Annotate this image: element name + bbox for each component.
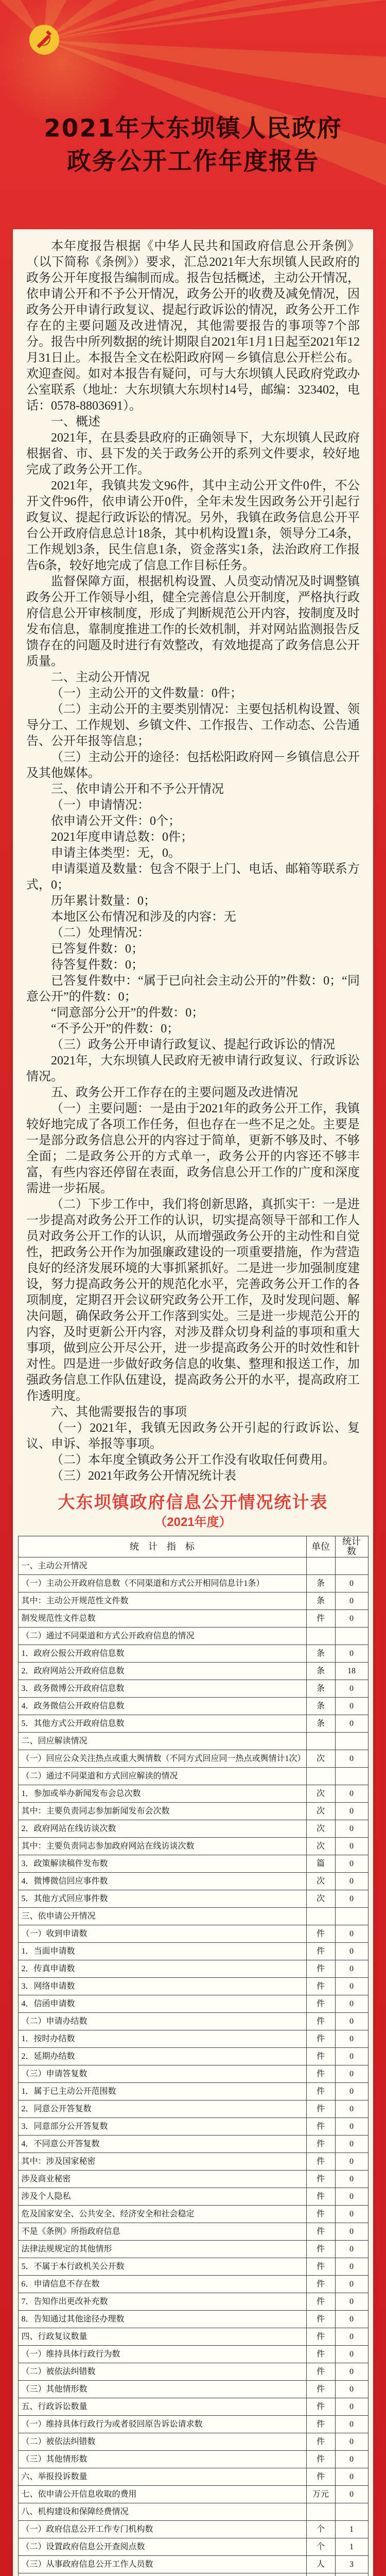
value-cell	[335, 1557, 368, 1575]
value-cell	[335, 1768, 368, 1785]
value-cell	[335, 1628, 368, 1645]
unit-cell: 次	[306, 1838, 335, 1855]
table-row	[18, 2503, 368, 2521]
value-cell: 0	[335, 1943, 368, 1960]
value-cell: 0	[335, 2013, 368, 2030]
unit-cell: 件	[306, 2241, 335, 2258]
report-paragraph: （三）2021年政务公开情况统计表	[51, 1469, 236, 1483]
unit-cell: 件	[306, 2013, 335, 2030]
value-cell: 0	[335, 1890, 368, 1908]
value-cell: 18	[335, 1663, 368, 1680]
indicator-cell: 七、依申请公开信息收取的费用	[18, 2486, 306, 2503]
indicator-cell: 5．不属于本行政机关公开数	[18, 2258, 306, 2276]
value-cell: 0	[335, 2416, 368, 2433]
table-row	[18, 1890, 368, 1908]
unit-cell	[306, 1557, 335, 1575]
unit-cell: 件	[306, 2398, 335, 2416]
table-row	[18, 1960, 368, 1978]
value-cell: 0	[335, 2398, 368, 2416]
report-paragraph: （二）处理情况：	[51, 926, 150, 940]
indicator-cell: 4．政务微信公开政府信息数	[18, 1698, 306, 1715]
report-paragraph: 本年度报告根据《中华人民共和国政府信息公开条例》（以下简称《条例》）要求，汇总2021年大东坝镇人民政府的政务公开年度报告编制而成。报告包括概述，主动公开情况，依申请公开和不予公开情况，政务公开的收费及减免情况，因政务公开申请行政复议、提起行政诉讼的情况，政务公开工作存在的主要问题及改进情况，其他需要报告的事项等7个部分。报告中所列数据的统计期限自2021年1月1日起至2021年12月31日止。本报告全文在松阳政府网－乡镇信息公开栏公布。欢迎查阅。如对本报告有疑问，可与大东坝镇人民政府党政办公室联系（地址：大东坝镇大东坝村14号，邮编：323402，电话：0578-8803691）。	[26, 240, 360, 413]
unit-cell: 件	[306, 2188, 335, 2206]
table-row	[18, 1995, 368, 2013]
table-row	[18, 1820, 368, 1838]
table-row	[18, 2171, 368, 2188]
report-paragraph: （一）2021年，我镇无因政务公开引起的行政诉讼、复议、申诉、举报等事项。	[26, 1421, 360, 1451]
indicator-cell: （三）其他情形数	[18, 2381, 306, 2398]
value-cell: 0	[335, 2188, 368, 2206]
unit-cell: 个	[306, 2521, 335, 2538]
table-row	[18, 2013, 368, 2030]
value-cell: 0	[335, 1750, 368, 1768]
value-cell: 0	[335, 2433, 368, 2451]
unit-cell: 条	[306, 1645, 335, 1663]
indicator-cell: 2．传真申请数	[18, 1960, 306, 1978]
indicator-cell: 6．申请信息不存在数	[18, 2276, 306, 2293]
value-cell: 0	[335, 1698, 368, 1715]
report-paragraph: 依申请公开文件：0个；	[51, 815, 181, 828]
table-row	[18, 1592, 368, 1610]
indicator-cell: 不是《条例》所指政府信息	[18, 2223, 306, 2241]
indicator-cell: 3．同意部分公开答复数	[18, 2118, 306, 2136]
indicator-cell: （三）从事政府信息公开工作人员数	[18, 2556, 306, 2573]
value-cell: 0	[335, 2258, 368, 2276]
table-row	[18, 2416, 368, 2433]
value-cell: 0	[335, 1925, 368, 1943]
value-cell: 0	[335, 2486, 368, 2503]
unit-cell: 个	[306, 2538, 335, 2556]
table-row	[18, 2381, 368, 2398]
report-header	[0, 0, 386, 229]
value-cell: 0	[335, 1785, 368, 1803]
report-paragraph: 本地区公布情况和涉及的内容：无	[51, 910, 236, 924]
unit-cell: 件	[306, 2258, 335, 2276]
value-cell	[335, 1908, 368, 1925]
unit-cell: 条	[306, 1698, 335, 1715]
table-header-row	[18, 1536, 368, 1557]
unit-cell: 件	[306, 2311, 335, 2328]
table-row	[18, 2451, 368, 2468]
value-cell: 0	[335, 1803, 368, 1820]
indicator-cell: 四、行政复议数量	[18, 2328, 306, 2346]
table-row	[18, 2521, 368, 2538]
indicator-cell: （一）回应公众关注热点或重大舆情数（不同方式回应同一热点或舆情计1次）	[18, 1750, 306, 1768]
report-paragraph: （一）申请情况：	[51, 799, 150, 812]
value-cell: 0	[335, 2346, 368, 2363]
table-row	[18, 1698, 368, 1715]
value-cell: 0	[335, 1855, 368, 1873]
indicator-cell: 涉及商业秘密	[18, 2171, 306, 2188]
value-cell: 0	[335, 2206, 368, 2223]
report-paragraph: （二）本年度全镇政务公开工作没有收取任何费用。	[51, 1453, 335, 1467]
statistics-table	[18, 1536, 369, 2576]
unit-cell	[306, 1628, 335, 1645]
table-title: 大东坝镇政府信息公开情况统计表	[58, 1493, 328, 1512]
indicator-cell: 一、主动公开情况	[18, 1557, 306, 1575]
table-row	[18, 1575, 368, 1592]
table-row	[18, 2328, 368, 2346]
unit-cell: 次	[306, 1890, 335, 1908]
table-row	[18, 2188, 368, 2206]
value-cell: 0	[335, 1575, 368, 1592]
table-row	[18, 2153, 368, 2171]
unit-cell: 件	[306, 2030, 335, 2048]
indicator-cell: （一）收到申请数	[18, 1925, 306, 1943]
table-row	[18, 2468, 368, 2486]
indicator-cell: 其中：主动公开规范性文件数	[18, 1592, 306, 1610]
table-row	[18, 2118, 368, 2136]
unit-cell: 件	[306, 1925, 335, 1943]
table-row	[18, 2048, 368, 2065]
table-row	[18, 2433, 368, 2451]
value-cell: 0	[335, 2083, 368, 2100]
unit-cell	[306, 2503, 335, 2521]
indicator-cell: （二）设置政府信息公开查阅点数	[18, 2538, 306, 2556]
party-emblem-icon	[28, 24, 60, 56]
indicator-cell: （一）主动公开政府信息数（不同渠道和方式公开相同信息计1条）	[18, 1575, 306, 1592]
unit-cell: 次	[306, 1750, 335, 1768]
unit-cell	[306, 1908, 335, 1925]
value-cell: 0	[335, 1645, 368, 1663]
indicator-cell: 其中：主要负责同志参加政府网站在线访谈次数	[18, 1838, 306, 1855]
value-cell: 3	[335, 2556, 368, 2573]
header-indicator: 统 计 指 标	[18, 1536, 306, 1557]
unit-cell: 条	[306, 1680, 335, 1698]
report-paragraph: （一）主要问题：一是由于2021年的政务公开工作，我镇较好地完成了各项工作任务，但也存在一些不足之处。主要是一是部分政务信息公开的内容过于简单，更新不够及时、不够全面；二是政务公开的方式单一，政务公开的内容还不够丰富，有些内容还停留在表面，政务信息公开工作的广度和深度需进一步拓展。	[26, 1102, 360, 1195]
value-cell: 0	[335, 2311, 368, 2328]
value-cell: 0	[335, 1680, 368, 1698]
header-unit: 单位	[306, 1536, 335, 1557]
table-row	[18, 2363, 368, 2381]
indicator-cell: 1．参加或举办新闻发布会总次数	[18, 1785, 306, 1803]
report-paragraph: 2021年，我镇共发文96件，其中主动公开文件0件，不公开文件96件，依申请公开0件，全年未发生因政务公开引起行政复议、提起行政诉讼的情况。另外，我镇在政务信息公开平台公开政府信息总计18条，其中机构设置1条，领导分工4条，工作规划3条，民生信息1条，资金落实1条，法治政府工作报告6条，较好地完成了信息工作目标任务。	[26, 479, 360, 572]
unit-cell: 件	[306, 2136, 335, 2153]
table-subtitle: （2021年度）	[154, 1515, 232, 1529]
value-cell: 0	[335, 2363, 368, 2381]
unit-cell: 次	[306, 1785, 335, 1803]
title-line-2: 政务公开工作年度报告	[67, 147, 319, 176]
report-paragraph: 监督保障方面，根据机构设置、人员变动情况及时调整镇政务公开工作领导小组，健全完善信息公开制度，严格执行政府信息公开审核制度，形成了判断规范公开内容，按制度及时发布信息，靠制度推进工作的长效机制，并对网站监测报告反馈存在的问题及时进行有效整改，有效地提高了政务信息公开质量。	[26, 575, 360, 668]
unit-cell: 件	[306, 2416, 335, 2433]
indicator-cell: 法律法规规定的其他情形	[18, 2241, 306, 2258]
value-cell	[335, 2573, 368, 2576]
table-row	[18, 2538, 368, 2556]
report-paragraph: 申请渠道及数量：包含不限于上门、电话、邮箱等联系方式，0；	[26, 862, 360, 892]
indicator-cell: （一）政府信息公开工作专门机构数	[18, 2521, 306, 2538]
value-cell: 0	[335, 1960, 368, 1978]
table-row	[18, 1925, 368, 1943]
value-cell: 0	[335, 2136, 368, 2153]
table-row	[18, 1873, 368, 1890]
report-paragraph: 五、政务公开工作存在的主要问题及改进情况	[51, 1086, 298, 1099]
header-value: 统计数	[335, 1536, 368, 1557]
unit-cell: 万元	[306, 2486, 335, 2503]
unit-cell: 条	[306, 1592, 335, 1610]
unit-cell: 条	[306, 1575, 335, 1592]
report-paragraph: 一、概述	[51, 415, 100, 429]
unit-cell: 次	[306, 1873, 335, 1890]
table-row	[18, 2398, 368, 2416]
unit-cell: 件	[306, 2381, 335, 2398]
unit-cell: 次	[306, 1820, 335, 1838]
indicator-cell: 5．其他方式回应事件数	[18, 1890, 306, 1908]
indicator-cell: 2．政府网站公开政府信息数	[18, 1663, 306, 1680]
report-paragraph: 已答复件数中：“属于已向社会主动公开的”件数：0；“同意公开”的件数：0；	[26, 974, 360, 1004]
unit-cell: 件	[306, 2171, 335, 2188]
report-paragraph: 六、其他需要报告的事项	[51, 1405, 187, 1419]
indicator-cell: 7．告知作出更改补充数	[18, 2293, 306, 2311]
indicator-cell: 4．微博微信回应事件数	[18, 1873, 306, 1890]
unit-cell: 件	[306, 2328, 335, 2346]
unit-cell: 件	[306, 2468, 335, 2486]
indicator-cell: （三）申请答复数	[18, 2065, 306, 2083]
unit-cell	[306, 1768, 335, 1785]
table-row	[18, 2346, 368, 2363]
unit-cell: 人	[306, 2556, 335, 2573]
unit-cell: 件	[306, 1610, 335, 1628]
indicator-cell: 4．不同意公开答复数	[18, 2136, 306, 2153]
indicator-cell: 1．按时办结数	[18, 2030, 306, 2048]
indicator-cell: （二）通过不同渠道和方式回应解读的情况	[18, 1768, 306, 1785]
value-cell	[335, 2503, 368, 2521]
report-paragraph: （三）主动公开的途径：包括松阳政府网－乡镇信息公开及其他媒体。	[26, 751, 360, 780]
unit-cell: 件	[306, 2363, 335, 2381]
statistics-table-section	[13, 1487, 373, 2576]
value-cell: 0	[335, 2328, 368, 2346]
unit-cell: 件	[306, 1943, 335, 1960]
title-line-1: 2021年大东坝镇人民政府	[44, 114, 342, 143]
value-cell: 1	[335, 2521, 368, 2538]
report-paragraph: “同意部分公开”的件数：0；	[51, 1006, 204, 1020]
table-row	[18, 2258, 368, 2276]
table-row	[18, 2136, 368, 2153]
value-cell	[335, 1733, 368, 1750]
value-cell: 0	[335, 1715, 368, 1733]
indicator-cell	[18, 2573, 306, 2576]
unit-cell: 件	[306, 2293, 335, 2311]
indicator-cell: 3．网络申请数	[18, 1978, 306, 1995]
table-row	[18, 2206, 368, 2223]
indicator-cell: 五、行政诉讼数量	[18, 2398, 306, 2416]
report-paragraph: （二）下步工作中，我们将创新思路，真抓实干：一是进一步提高对政务公开工作的认识，切实提高领导干部和工作人员对政务公开工作的认识，从而增强政务公开的主动性和自觉性，把政务公开作为加强廉政建设的一项重要措施，作为营造良好的经济发展环境的大事抓紧抓好。二是进一步加强制度建设，努力提高政务公开的规范化水平，完善政务公开工作的各项制度，定期召开会议研究政务公开工作，及时发现问题、解决问题，确保政务公开工作落到实处。三是进一步规范公开的内容，及时更新公开内容，对涉及群众切身利益的事项和重大事项，做到应公开尽公开，进一步提高政务公开的时效性和针对性。四是进一步做好政务信息的收集、整理和报送工作，加强政务信息工作队伍建设，提高政务公开的水平，提高政府工作透明度。	[26, 1198, 360, 1403]
report-paragraph: 历年累计数量：0；	[51, 894, 156, 908]
indicator-cell: 5．其他方式公开政府信息数	[18, 1715, 306, 1733]
report-paragraph: （一）主动公开的文件数量：0件；	[51, 687, 242, 700]
indicator-cell: 其中：主要负责同志参加新闻发布会次数	[18, 1803, 306, 1820]
report-title	[0, 112, 386, 178]
report-paragraph: 待答复件数：0；	[51, 958, 144, 972]
table-row	[18, 1908, 368, 1925]
value-cell: 0	[335, 1838, 368, 1855]
indicator-cell: 制发规范性文件总数	[18, 1610, 306, 1628]
value-cell: 0	[335, 2381, 368, 2398]
table-row	[18, 1978, 368, 1995]
table-row	[18, 2100, 368, 2118]
table-row	[18, 2241, 368, 2258]
value-cell: 0	[335, 2048, 368, 2065]
value-cell: 0	[335, 1592, 368, 1610]
table-row	[18, 1785, 368, 1803]
value-cell: 0	[335, 2293, 368, 2311]
indicator-cell: 1．当面申请数	[18, 1943, 306, 1960]
table-row	[18, 2083, 368, 2100]
table-row	[18, 1645, 368, 1663]
indicator-cell: 危及国家安全、公共安全、经济安全和社会稳定	[18, 2206, 306, 2223]
table-row	[18, 2276, 368, 2293]
report-paragraph: （三）政务公开申请行政复议、提起行政诉讼的情况	[51, 1038, 335, 1052]
unit-cell	[306, 1733, 335, 1750]
indicator-cell: 涉及个人隐私	[18, 2188, 306, 2206]
unit-cell: 件	[306, 2048, 335, 2065]
unit-cell: 件	[306, 2065, 335, 2083]
value-cell: 0	[335, 1873, 368, 1890]
value-cell: 0	[335, 2223, 368, 2241]
indicator-cell: 2．延期办结数	[18, 2048, 306, 2065]
unit-cell: 件	[306, 2433, 335, 2451]
unit-cell: 件	[306, 2100, 335, 2118]
table-row	[18, 2556, 368, 2573]
table-row	[18, 1680, 368, 1698]
indicator-cell: 2．政府网站在线访谈次数	[18, 1820, 306, 1838]
indicator-cell: （二）申请办结数	[18, 2013, 306, 2030]
indicator-cell: 3．政务微博公开政府信息数	[18, 1680, 306, 1698]
indicator-cell: 1．政府公报公开政府信息数	[18, 1645, 306, 1663]
report-paragraph: 2021年，大东坝镇人民政府无被申请行政复议、行政诉讼情况。	[26, 1054, 360, 1083]
report-paragraph: 已答复件数：0；	[51, 942, 144, 956]
table-row	[18, 1663, 368, 1680]
table-row	[18, 1768, 368, 1785]
unit-cell: 件	[306, 2346, 335, 2363]
indicator-cell: 3．政策解读稿件发布数	[18, 1855, 306, 1873]
unit-cell: 次	[306, 1803, 335, 1820]
indicator-cell: （二）被依法纠错数	[18, 2363, 306, 2381]
table-row	[18, 1855, 368, 1873]
value-cell: 0	[335, 2100, 368, 2118]
indicator-cell: 2．同意公开答复数	[18, 2100, 306, 2118]
indicator-cell: 三、依申请公开情况	[18, 1908, 306, 1925]
table-row	[18, 2486, 368, 2503]
unit-cell: 件	[306, 2223, 335, 2241]
report-paragraph: 申请主体类型：无，0。	[51, 846, 181, 860]
value-cell: 0	[335, 2276, 368, 2293]
unit-cell: 条	[306, 1663, 335, 1680]
indicator-cell: 1．属于已主动公开范围数	[18, 2083, 306, 2100]
indicator-cell: 8．告知通过其他途径办理数	[18, 2311, 306, 2328]
value-cell: 0	[335, 2118, 368, 2136]
table-row	[18, 1943, 368, 1960]
report-body	[13, 229, 373, 2576]
value-cell: 0	[335, 2153, 368, 2171]
table-row	[18, 1750, 368, 1768]
indicator-cell: （一）维持具体行政行为数	[18, 2346, 306, 2363]
value-cell: 0	[335, 2171, 368, 2188]
value-cell: 0	[335, 2030, 368, 2048]
report-text	[13, 229, 373, 1487]
unit-cell	[306, 2573, 335, 2576]
indicator-cell: （二）通过不同渠道和方式公开政府信息的情况	[18, 1628, 306, 1645]
indicator-cell: 4．信函申请数	[18, 1995, 306, 2013]
report-paragraph: （二）主动公开的主要类别情况：主要包括机构设置、领导分工、工作规划、乡镇文件、工作报告、工作动态、公告通告、公开年报等信息；	[26, 703, 360, 748]
report-paragraph: 三、依申请公开和不予公开情况	[51, 783, 224, 796]
report-paragraph: 2021年度申请总数：0件；	[51, 831, 193, 844]
value-cell: 0	[335, 2241, 368, 2258]
value-cell: 0	[335, 1995, 368, 2013]
value-cell: 0	[335, 2065, 368, 2083]
value-cell: 1	[335, 2538, 368, 2556]
unit-cell: 条	[306, 1715, 335, 1733]
table-row	[18, 1628, 368, 1645]
indicator-cell: （三）其他情形数	[18, 2451, 306, 2468]
table-row	[18, 2573, 368, 2576]
indicator-cell: 八、机构建设和保障经费情况	[18, 2503, 306, 2521]
indicator-cell: 二、回应解读情况	[18, 1733, 306, 1750]
unit-cell: 件	[306, 1960, 335, 1978]
report-paragraph: “不予公开”的件数：0；	[51, 1022, 180, 1036]
table-row	[18, 1838, 368, 1855]
table-row	[18, 2223, 368, 2241]
value-cell: 0	[335, 2468, 368, 2486]
unit-cell: 件	[306, 1995, 335, 2013]
unit-cell: 件	[306, 2083, 335, 2100]
unit-cell: 件	[306, 2276, 335, 2293]
table-row	[18, 2065, 368, 2083]
table-row	[18, 1715, 368, 1733]
table-row	[18, 2293, 368, 2311]
table-row	[18, 2030, 368, 2048]
unit-cell: 件	[306, 1978, 335, 1995]
table-row	[18, 1803, 368, 1820]
report-paragraph: 二、主动公开情况	[51, 671, 150, 684]
indicator-cell: （二）被依法纠错数	[18, 2433, 306, 2451]
value-cell: 0	[335, 1978, 368, 1995]
value-cell: 0	[335, 2451, 368, 2468]
report-paragraph: 2021年，在县委县政府的正确领导下，大东坝镇人民政府根据省、市、县下发的关于政务公开的系列文件要求，较好地完成了政务公开工作。	[26, 431, 360, 477]
unit-cell: 件	[306, 2153, 335, 2171]
value-cell: 0	[335, 1820, 368, 1838]
unit-cell: 篇	[306, 1855, 335, 1873]
indicator-cell: （一）维持具体行政行为或者驳回原告诉讼请求数	[18, 2416, 306, 2433]
unit-cell: 件	[306, 2451, 335, 2468]
table-row	[18, 1733, 368, 1750]
table-row	[18, 1557, 368, 1575]
value-cell: 0	[335, 1610, 368, 1628]
table-row	[18, 2311, 368, 2328]
unit-cell: 件	[306, 2206, 335, 2223]
indicator-cell: 其中：涉及国家秘密	[18, 2153, 306, 2171]
indicator-cell: 六、举报投诉数量	[18, 2468, 306, 2486]
unit-cell: 件	[306, 2118, 335, 2136]
table-row	[18, 1610, 368, 1628]
